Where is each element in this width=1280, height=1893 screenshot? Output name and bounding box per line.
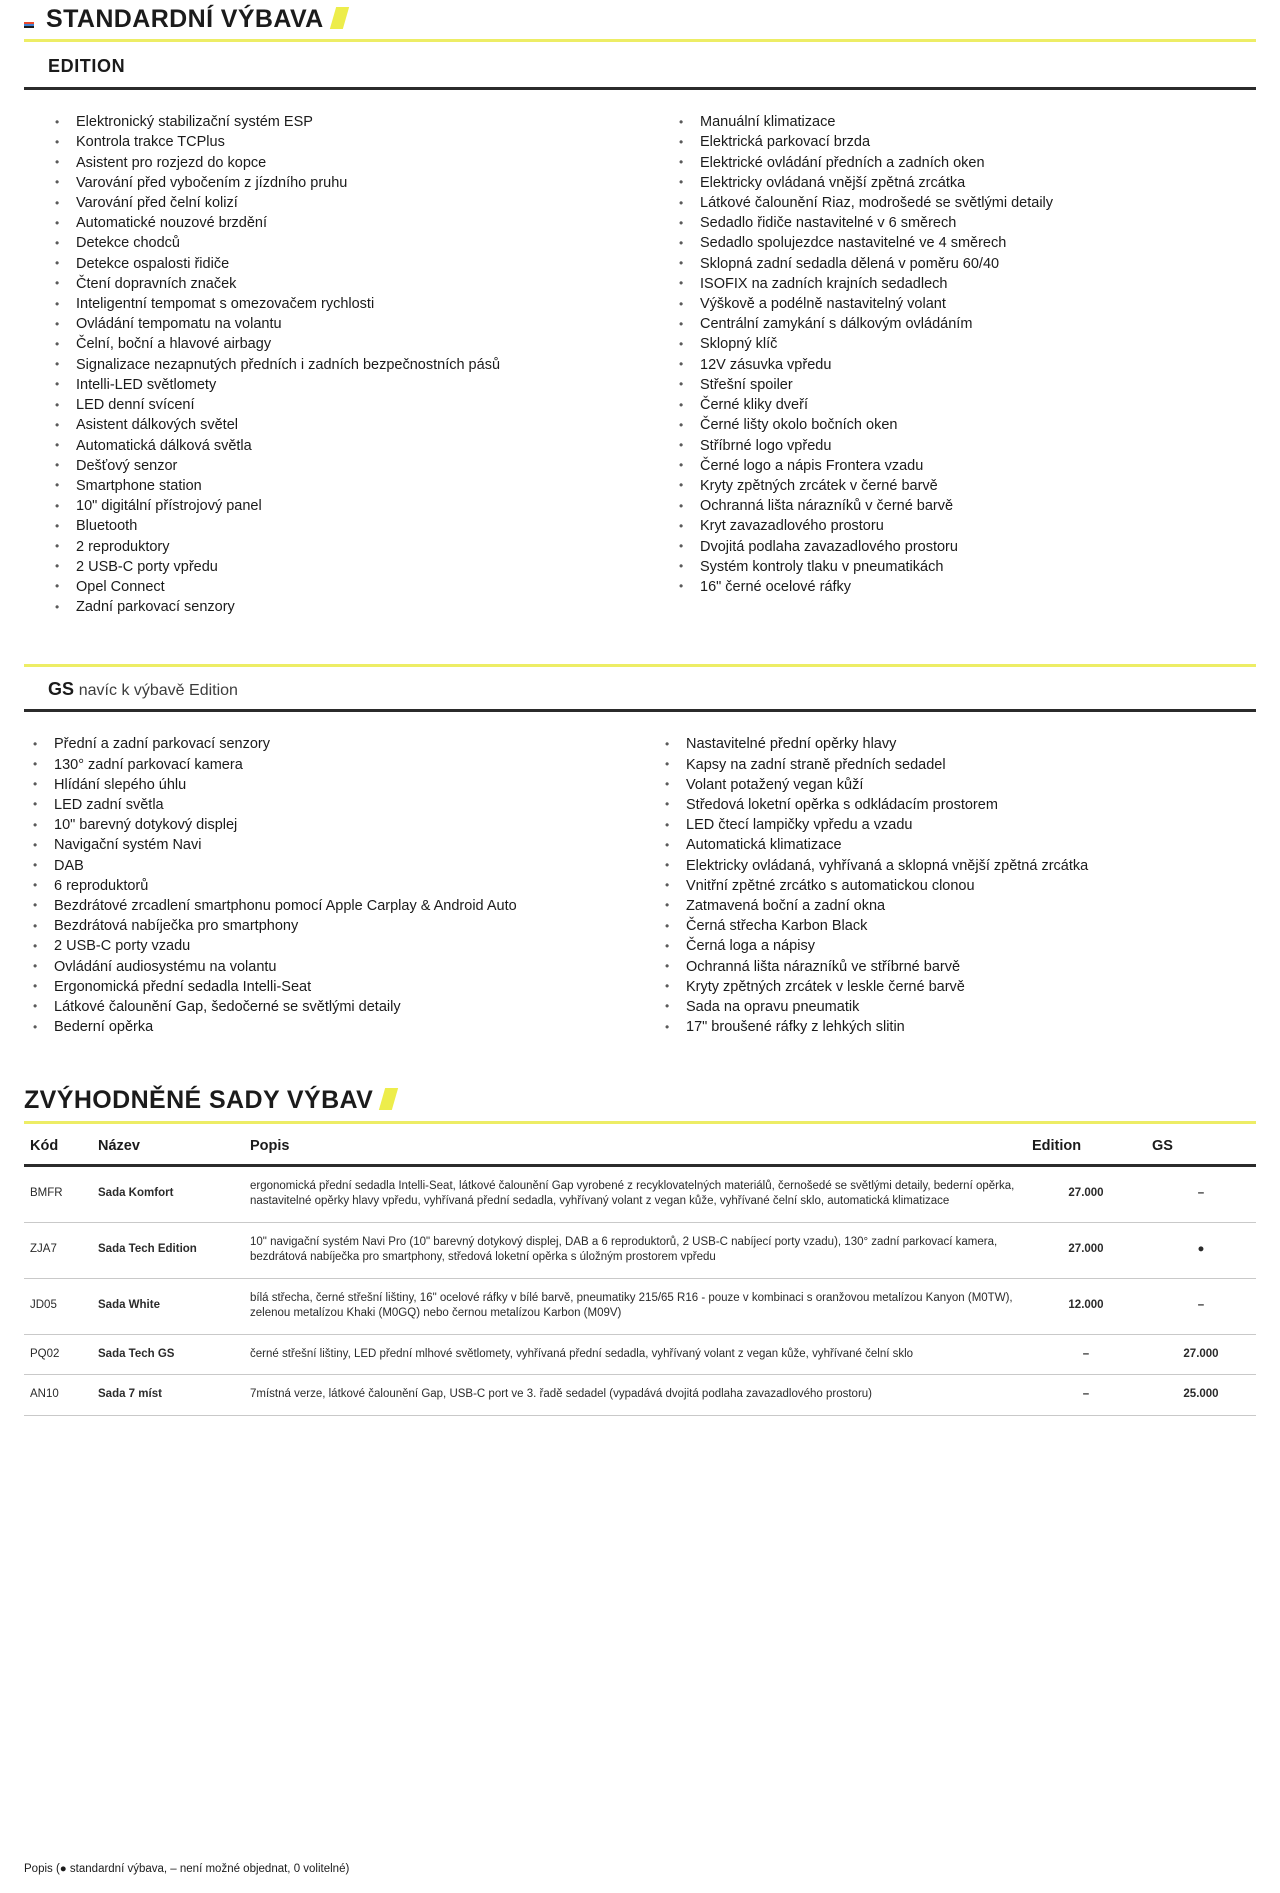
list-item: • Elektricky ovládaná vnější zpětná zrcátka [676,173,1256,193]
cell-kod: PQ02 [24,1334,92,1375]
list-item: • Ovládání tempomatu na volantu [52,314,640,334]
cell-gs-price: – [1146,1278,1256,1334]
list-item: • Bezdrátové zrcadlení smartphonu pomocí Apple Carplay & Android Auto [30,896,640,916]
list-item: • Nastavitelné přední opěrky hlavy [662,734,1256,754]
list-item: • Černé logo a nápis Frontera vzadu [676,456,1256,476]
list-item: • ISOFIX na zadních krajních sedadlech [676,274,1256,294]
table-row [24,1375,1256,1416]
list-item: • 130° zadní parkovací kamera [30,755,640,775]
cell-kod: BMFR [24,1165,92,1222]
list-item: • Ochranná lišta nárazníků v černé barvě [676,496,1256,516]
list-item: • Ovládání audiosystému na volantu [30,957,640,977]
cell-edition-price: – [1026,1334,1146,1375]
cell-edition-price: – [1026,1375,1146,1416]
cell-kod: JD05 [24,1278,92,1334]
packages-title-row [24,1087,1256,1113]
list-item: • Intelli-LED světlomety [52,375,640,395]
table-row [24,1334,1256,1375]
list-item: • Ochranná lišta nárazníků ve stříbrné barvě [662,957,1256,977]
gs-right-column [640,734,1256,1037]
list-item: • Kryt zavazadlového prostoru [676,516,1256,536]
list-item: • Kontrola trakce TCPlus [52,132,640,152]
edition-left-list [52,112,640,617]
list-item: • Hlídání slepého úhlu [30,775,640,795]
list-item: • Varování před vybočením z jízdního pruhu [52,173,640,193]
list-item: • Bezdrátová nabíječka pro smartphony [30,916,640,936]
cell-popis: černé střešní lištiny, LED přední mlhové světlomety, vyhřívaná přední sedadla, vyhřívaný volant z vegan kůže, vyhřívané čelní sklo [244,1334,1026,1375]
list-item: • Smartphone station [52,476,640,496]
list-item: • Bederní opěrka [30,1017,640,1037]
list-item: • LED denní svícení [52,395,640,415]
list-item: • Automatická dálková světla [52,436,640,456]
column-header-edition: Edition [1026,1126,1146,1166]
table-row [24,1278,1256,1334]
column-header-nazev: Název [92,1126,244,1166]
list-item: • 2 reproduktory [52,537,640,557]
list-item: • Černé lišty okolo bočních oken [676,415,1256,435]
list-item: • Sedadlo spolujezdce nastavitelné ve 4 směrech [676,233,1256,253]
yellow-slash-icon [379,1088,398,1110]
yellow-slash-icon [329,7,348,29]
table-row [24,1165,1256,1222]
list-item: • Látkové čalounění Riaz, modrošedé se světlými detaily [676,193,1256,213]
list-item: • Dešťový senzor [52,456,640,476]
list-item: • Navigační systém Navi [30,835,640,855]
column-header-popis: Popis [244,1126,1026,1166]
list-item: • Sedadlo řidiče nastavitelné v 6 směrech [676,213,1256,233]
list-item: • Detekce chodců [52,233,640,253]
list-item: • Výškově a podélně nastavitelný volant [676,294,1256,314]
page-title-text: STANDARDNÍ VÝBAVA [46,5,324,33]
list-item: • Kryty zpětných zrcátek v leskle černé barvě [662,977,1256,997]
cell-edition-price: 27.000 [1026,1165,1146,1222]
packages-yellow-divider [24,1121,1256,1124]
edition-gs-spacer [0,627,1280,657]
list-item: • Ergonomická přední sedadla Intelli-Seat [30,977,640,997]
gs-feature-block [0,712,1280,1047]
legend-footnote: Popis (● standardní výbava, – není možné objednat, 0 volitelné) [24,1863,350,1875]
table-row [24,1222,1256,1278]
page-title [46,6,346,32]
list-item: • Automatická klimatizace [662,835,1256,855]
gs-subheader [0,667,1280,712]
list-item: • Signalizace nezapnutých předních i zadních bezpečnostních pásů [52,355,640,375]
cell-gs-price: – [1146,1165,1256,1222]
list-item: • Centrální zamykání s dálkovým ovládáním [676,314,1256,334]
list-item: • Látkové čalounění Gap, šedočerné se světlými detaily [30,997,640,1017]
list-item: • 2 USB-C porty vpředu [52,557,640,577]
cell-gs-price: 25.000 [1146,1375,1256,1416]
cell-popis: bílá střecha, černé střešní lištiny, 16" ocelové ráfky v bílé barvě, pneumatiky 215/65 R16 - pouze v kombinaci s oranžovou metalízou Kanyon (M0TW), zelenou metalízou Khaki (M0GQ) nebo černou metalízou Karbon (M09V) [244,1278,1026,1334]
gs-heading [24,667,1256,709]
column-header-kod: Kód [24,1126,92,1166]
gs-right-list [662,734,1256,1037]
table-header-row [24,1126,1256,1166]
list-item: • Černá střecha Karbon Black [662,916,1256,936]
list-item: • Kryty zpětných zrcátek v černé barvě [676,476,1256,496]
list-item: • Kapsy na zadní straně předních sedadel [662,755,1256,775]
list-item: • Dvojitá podlaha zavazadlového prostoru [676,537,1256,557]
gs-left-list [30,734,640,1037]
list-item: • 16" černé ocelové ráfky [676,577,1256,597]
gs-left-column [24,734,640,1037]
edition-left-column [24,112,640,617]
list-item: • Zadní parkovací senzory [52,597,640,617]
list-item: • Zatmavená boční a zadní okna [662,896,1256,916]
cell-nazev: Sada Tech GS [92,1334,244,1375]
list-item: • Černé kliky dveří [676,395,1256,415]
list-item: • 6 reproduktorů [30,876,640,896]
cell-popis: 7místná verze, látkové čalounění Gap, USB-C port ve 3. řadě sedadel (vypadává dvojitá podlaha zavazadlového prostoru) [244,1375,1026,1416]
list-item: • Sklopná zadní sedadla dělená v poměru 60/40 [676,254,1256,274]
list-item: • Varování před čelní kolizí [52,193,640,213]
edition-subheader [0,42,1280,90]
cell-gs-price: ● [1146,1222,1256,1278]
list-item: • Středová loketní opěrka s odkládacím prostorem [662,795,1256,815]
list-item: • Elektronický stabilizační systém ESP [52,112,640,132]
edition-heading: EDITION [48,56,126,77]
cell-kod: ZJA7 [24,1222,92,1278]
list-item: • LED zadní světla [30,795,640,815]
edition-feature-block [0,90,1280,627]
list-item: • Vnitřní zpětné zrcátko s automatickou clonou [662,876,1256,896]
list-item: • Volant potažený vegan kůží [662,775,1256,795]
list-item: • Manuální klimatizace [676,112,1256,132]
list-item: • Asistent dálkových světel [52,415,640,435]
cell-nazev: Sada Komfort [92,1165,244,1222]
cell-nazev: Sada Tech Edition [92,1222,244,1278]
cell-edition-price: 12.000 [1026,1278,1146,1334]
list-item: • Elektrická parkovací brzda [676,132,1256,152]
edition-right-column [640,112,1256,617]
standard-equipment-header [0,0,1280,42]
list-item: • Inteligentní tempomat s omezovačem rychlosti [52,294,640,314]
gs-heading-rest: navíc k výbavě Edition [78,682,238,700]
cell-popis: 10" navigační systém Navi Pro (10" barevný dotykový displej, DAB a 6 reproduktorů, 2 USB-C nabíjecí porty vzadu), 130° zadní parkovací kamera, bezdrátová nabíječka pro smartphony, středová loketní opěrka s úložným prostorem vpředu [244,1222,1026,1278]
packages-title [24,1087,1256,1113]
list-item: • 10" digitální přístrojový panel [52,496,640,516]
list-item: • Střešní spoiler [676,375,1256,395]
packages-table [24,1126,1256,1416]
list-item: • 17" broušené ráfky z lehkých slitin [662,1017,1256,1037]
list-item: • Elektricky ovládaná, vyhřívaná a sklopná vnější zpětná zrcátka [662,856,1256,876]
cell-gs-price: 27.000 [1146,1334,1256,1375]
list-item: • DAB [30,856,640,876]
list-item: • Opel Connect [52,577,640,597]
cell-nazev: Sada 7 míst [92,1375,244,1416]
edition-right-list [676,112,1256,597]
list-item: • Sklopný klíč [676,334,1256,354]
list-item: • Stříbrné logo vpředu [676,436,1256,456]
standard-equipment-title-row [24,0,1256,32]
list-item: • 10" barevný dotykový displej [30,815,640,835]
list-item: • Přední a zadní parkovací senzory [30,734,640,754]
list-item: • Elektrické ovládání předních a zadních oken [676,153,1256,173]
list-item: • Čelní, boční a hlavové airbagy [52,334,640,354]
packages-section [0,1087,1280,1415]
opel-color-marker-icon [24,22,34,28]
gs-heading-bold: GS [48,679,75,700]
list-item: • Asistent pro rozjezd do kopce [52,153,640,173]
list-item: • Detekce ospalosti řidiče [52,254,640,274]
cell-edition-price: 27.000 [1026,1222,1146,1278]
list-item: • 2 USB-C porty vzadu [30,936,640,956]
cell-popis: ergonomická přední sedadla Intelli-Seat, látkové čalounění Gap vyrobené z recyklovatelných materiálů, černošedé se světlými detaily, bederní opěrka, nastavitelné opěrky hlavy vpředu, vyhřívaná přední sedadla, vyhřívaný volant z vegan kůže, vyhřívané čelní sklo, automatická klimatizace [244,1165,1026,1222]
cell-nazev: Sada White [92,1278,244,1334]
packages-title-text: ZVÝHODNĚNÉ SADY VÝBAV [24,1086,374,1115]
list-item: • LED čtecí lampičky vpředu a vzadu [662,815,1256,835]
cell-kod: AN10 [24,1375,92,1416]
list-item: • Sada na opravu pneumatik [662,997,1256,1017]
column-header-gs: GS [1146,1126,1256,1166]
list-item: • Automatické nouzové brzdění [52,213,640,233]
list-item: • Černá loga a nápisy [662,936,1256,956]
list-item: • Čtení dopravních značek [52,274,640,294]
list-item: • 12V zásuvka vpředu [676,355,1256,375]
list-item: • Systém kontroly tlaku v pneumatikách [676,557,1256,577]
list-item: • Bluetooth [52,516,640,536]
